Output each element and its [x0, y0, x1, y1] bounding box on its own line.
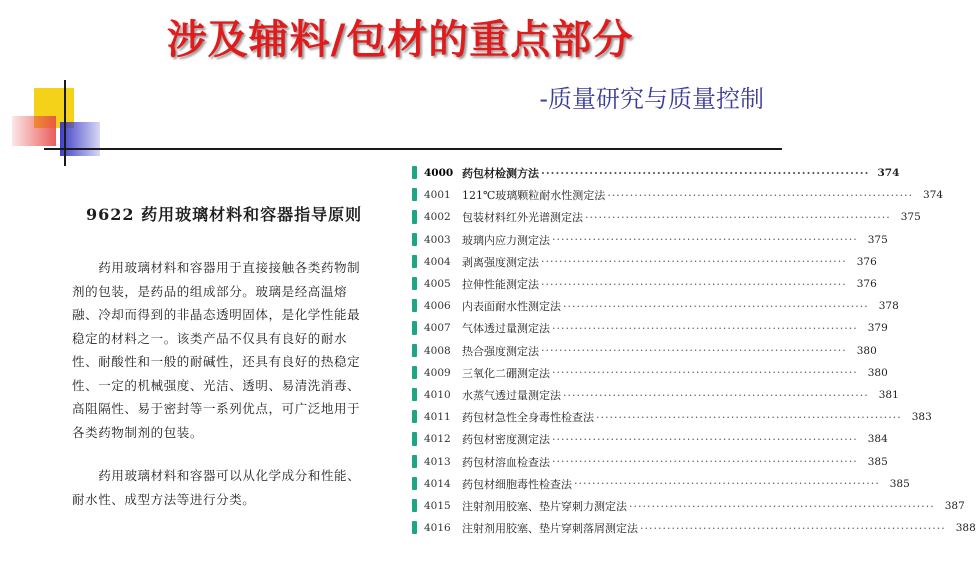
toc-strip-segment — [412, 233, 417, 246]
toc-entry-title: 水蒸气透过量测定法 — [462, 389, 561, 402]
decor-blue-square — [60, 122, 100, 156]
toc-entry-title: 药包材细胞毒性检查法 — [462, 477, 572, 491]
toc-entry-title: 注射剂用胶塞、垫片穿刺落屑测定法 — [462, 522, 638, 536]
toc-entry — [424, 517, 976, 539]
toc-entry-number: 4008 — [424, 344, 451, 357]
toc-entry — [424, 229, 888, 251]
toc-entry-title: 注射剂用胶塞、垫片穿刺力测定法 — [462, 500, 627, 513]
toc-strip-segment — [412, 455, 417, 468]
slide-subtitle: -质量研究与质量控制 — [539, 85, 764, 113]
decor-vertical-line — [64, 80, 66, 166]
toc-entry-number: 4005 — [424, 278, 451, 290]
toc-entry-number: 4015 — [424, 500, 451, 512]
toc-strip-segment — [412, 388, 417, 401]
toc-entry — [424, 206, 921, 228]
toc-dot-leader: ···································································· — [552, 321, 858, 335]
toc-entry-number: 4013 — [424, 455, 451, 468]
toc-entry — [424, 251, 877, 273]
toc-entry — [424, 473, 910, 495]
toc-page-image — [408, 162, 976, 542]
toc-entry-page: 387 — [944, 500, 965, 512]
toc-strip-segment — [412, 210, 417, 223]
toc-entry-number: 4002 — [424, 211, 451, 224]
toc-dot-leader: ···································································· — [563, 388, 869, 402]
toc-entry-title: 药包材检测方法 — [462, 167, 539, 180]
toc-entry — [424, 428, 888, 450]
toc-dot-leader: ···································································· — [552, 432, 858, 446]
toc-dot-leader: ···································································· — [563, 299, 869, 313]
toc-dot-leader: ···································································· — [596, 410, 902, 424]
toc-entry-page: 376 — [856, 278, 877, 290]
toc-entry-title: 拉伸性能测定法 — [462, 278, 539, 291]
toc-entry-title: 药包材急性全身毒性检查法 — [462, 411, 594, 425]
toc-strip-segment — [412, 277, 417, 290]
toc-dot-leader: ···································································· — [541, 255, 847, 269]
decor-horizontal-rule — [44, 148, 782, 150]
toc-entry-title: 包装材料红外光谱测定法 — [462, 211, 583, 225]
toc-entry — [424, 495, 965, 517]
toc-strip-segment — [412, 477, 417, 490]
toc-entry-page: 384 — [867, 433, 888, 446]
toc-dot-leader: ···································································· — [607, 188, 914, 202]
toc-entry-title: 药包材密度测定法 — [462, 433, 550, 447]
toc-strip-segment — [412, 432, 417, 445]
toc-entry-title: 121℃玻璃颗粒耐水性测定法 — [462, 189, 606, 203]
toc-entry-number: 4012 — [424, 433, 451, 446]
toc-entry-title: 三氧化二硼测定法 — [462, 366, 550, 380]
toc-entry-page: 385 — [867, 455, 888, 468]
toc-dot-leader: ···································································· — [541, 344, 847, 358]
toc-section-heading — [424, 162, 900, 184]
toc-entry — [424, 273, 877, 295]
toc-strip-segment — [412, 366, 417, 379]
toc-strip-segment — [412, 321, 417, 334]
toc-entry-number: 4004 — [424, 255, 451, 268]
toc-entry — [424, 451, 888, 473]
toc-entry-number: 4006 — [424, 300, 451, 313]
toc-strip-segment — [412, 299, 417, 312]
toc-dot-leader: ···································································· — [585, 210, 891, 224]
toc-entry-page: 374 — [877, 167, 900, 179]
toc-entry — [424, 406, 932, 428]
toc-entry-number: 4014 — [424, 477, 451, 490]
guideline-paragraph: 药用玻璃材料和容器可以从化学成分和性能、耐水性、成型方法等进行分类。 — [72, 468, 361, 507]
guideline-page-image — [50, 180, 380, 530]
toc-entry-page: 379 — [867, 322, 888, 335]
toc-entry-title: 内表面耐水性测定法 — [462, 300, 561, 314]
toc-entry-page: 375 — [867, 233, 888, 246]
toc-dot-leader: ···································································· — [574, 477, 880, 491]
toc-dot-leader: ···································································· — [640, 521, 946, 535]
toc-entry — [424, 295, 899, 317]
toc-entry-page: 383 — [911, 411, 932, 424]
toc-dot-leader: ···································································· — [552, 233, 858, 247]
toc-entry-title: 气体透过量测定法 — [462, 322, 550, 336]
toc-entry — [424, 317, 888, 339]
guideline-paragraph: 药用玻璃材料和容器用于直接接触各类药物制剂的包装，是药品的组成部分。玻璃是经高温熔融、冷却而得到的非晶态透明固体，是化学性能最稳定的材料之一。该类产品不仅具有良好的耐水性、耐酸性和一般的耐碱性，还具有良好的热稳定性、一定的机械强度、光洁、透明、易清洗消毒、高阻隔性、易于密封等一系列优点，可广泛地用于各类药物制剂的包装。 — [72, 260, 361, 440]
toc-entry-number: 4009 — [424, 366, 451, 379]
toc-entry-page: 380 — [867, 366, 888, 379]
toc-entry-number: 4001 — [424, 189, 451, 202]
toc-entry-title: 剥离强度测定法 — [462, 255, 539, 269]
toc-entry-number: 4003 — [424, 233, 451, 246]
slide-title: 涉及辅料/包材的重点部分 — [166, 17, 634, 63]
toc-green-strip — [412, 162, 417, 542]
toc-entry-number: 4011 — [424, 411, 451, 424]
toc-dot-leader: ···································································· — [541, 277, 847, 291]
toc-entry-number: 4010 — [424, 389, 451, 401]
toc-entry — [424, 184, 944, 206]
toc-strip-segment — [412, 499, 417, 512]
toc-dot-leader: ···································································· — [552, 455, 858, 469]
toc-strip-segment — [412, 188, 417, 201]
toc-entry-page: 375 — [900, 211, 921, 224]
toc-entry-title: 热合强度测定法 — [462, 344, 539, 358]
toc-entry-page: 381 — [878, 389, 899, 401]
toc-strip-segment — [412, 344, 417, 357]
toc-entry — [424, 340, 877, 362]
toc-strip-segment — [412, 410, 417, 423]
decor-red-square — [12, 116, 56, 146]
toc-entry-page: 380 — [856, 344, 877, 357]
toc-entry-title: 药包材溶血检查法 — [462, 455, 550, 469]
toc-entry-page: 388 — [955, 522, 976, 535]
toc-entry-page: 385 — [889, 477, 910, 490]
toc-entry-page: 378 — [878, 300, 899, 313]
toc-entry-number: 4000 — [424, 167, 454, 179]
toc-entry-page: 374 — [923, 189, 944, 202]
toc-entry-number: 4016 — [424, 522, 451, 535]
toc-entry-title: 玻璃内应力测定法 — [462, 233, 550, 247]
toc-entry-number: 4007 — [424, 322, 451, 335]
toc-dot-leader: ···································································· — [552, 366, 858, 380]
toc-dot-leader: ···································································· — [541, 166, 870, 180]
toc-entry-page: 376 — [856, 255, 877, 268]
toc-entry — [424, 384, 899, 406]
toc-entry — [424, 362, 888, 384]
toc-strip-segment — [412, 166, 417, 179]
guideline-heading: 9622 药用玻璃材料和容器指导原则 — [86, 205, 363, 224]
toc-strip-segment — [412, 255, 417, 268]
toc-strip-segment — [412, 521, 417, 534]
toc-dot-leader: ···································································· — [629, 499, 935, 513]
